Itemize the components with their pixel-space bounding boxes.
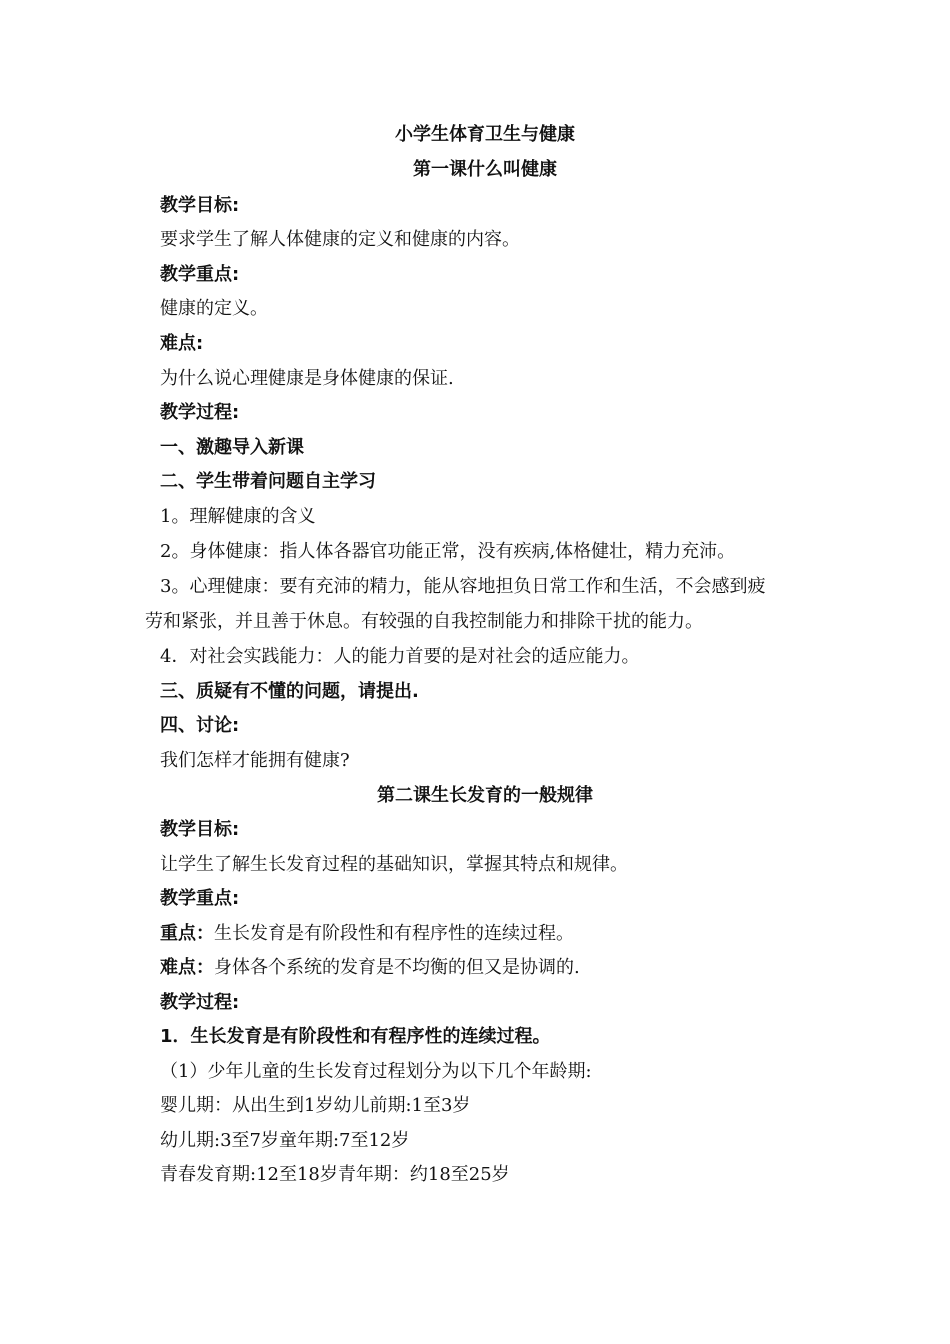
lesson2-process-label: 教学过程: xyxy=(160,992,240,1013)
lesson1-difficulty-label: 难点: xyxy=(160,333,204,354)
lesson1-title: 第一课什么叫健康 xyxy=(413,159,557,180)
lesson2-sub1: （1）少年儿童的生长发育过程划分为以下几个年龄期: xyxy=(160,1061,592,1082)
lesson1-difficulty-text: 为什么说心理健康是身体健康的保证. xyxy=(160,368,454,389)
lesson1-point: 3。心理健康：要有充沛的精力，能从容地担负日常工作和生活，不会感到疲 xyxy=(160,576,766,597)
lesson2-age-line: 婴儿期：从出生到1岁幼儿前期:1至3岁 xyxy=(160,1095,471,1116)
lesson2-difficulty-line xyxy=(160,956,580,980)
lesson1-process-label: 教学过程: xyxy=(160,402,240,423)
document-title: 小学生体育卫生与健康 xyxy=(395,124,575,145)
lesson1-point-continuation: 劳和紧张，并且善于休息。有较强的自我控制能力和排除干扰的能力。 xyxy=(145,611,703,632)
lesson1-point: 1。理解健康的含义 xyxy=(160,506,316,527)
lesson2-heading1: 1．生长发育是有阶段性和有程序性的连续过程。 xyxy=(160,1026,551,1047)
lesson1-point: 2。身体健康：指人体各器官功能正常，没有疾病,体格健壮，精力充沛。 xyxy=(160,541,736,562)
lesson2-focus-text: 生长发育是有阶段性和有程序性的连续过程。 xyxy=(214,923,574,944)
lesson1-focus-text: 健康的定义。 xyxy=(160,298,268,319)
lesson1-focus-label: 教学重点: xyxy=(160,264,240,285)
lesson1-section-heading: 三、质疑有不懂的问题，请提出. xyxy=(160,681,419,702)
lesson1-section-heading: 四、讨论: xyxy=(160,715,240,736)
lesson2-age-line: 幼儿期:3至7岁童年期:7至12岁 xyxy=(160,1130,410,1151)
lesson1-goal-label: 教学目标: xyxy=(160,195,240,216)
lesson1-goal-text: 要求学生了解人体健康的定义和健康的内容。 xyxy=(160,229,520,250)
lesson1-point: 4．对社会实践能力：人的能力首要的是对社会的适应能力。 xyxy=(160,646,640,667)
lesson2-focus-line xyxy=(160,922,574,946)
lesson2-goal-label: 教学目标: xyxy=(160,819,240,840)
lesson2-goal-text: 让学生了解生长发育过程的基础知识，掌握其特点和规律。 xyxy=(160,854,628,875)
lesson1-section-heading: 二、学生带着问题自主学习 xyxy=(160,471,376,492)
lesson2-difficulty-key: 难点： xyxy=(160,957,214,978)
lesson2-focus-key: 重点： xyxy=(160,923,214,944)
lesson1-section-heading: 一、激趣导入新课 xyxy=(160,437,304,458)
lesson2-focus-label: 教学重点: xyxy=(160,888,240,909)
lesson2-difficulty-text: 身体各个系统的发育是不均衡的但又是协调的. xyxy=(214,957,580,978)
lesson2-title: 第二课生长发育的一般规律 xyxy=(377,785,593,806)
lesson1-discussion-text: 我们怎样才能拥有健康? xyxy=(160,750,350,771)
lesson2-age-line: 青春发育期:12至18岁青年期：约18至25岁 xyxy=(160,1164,510,1185)
